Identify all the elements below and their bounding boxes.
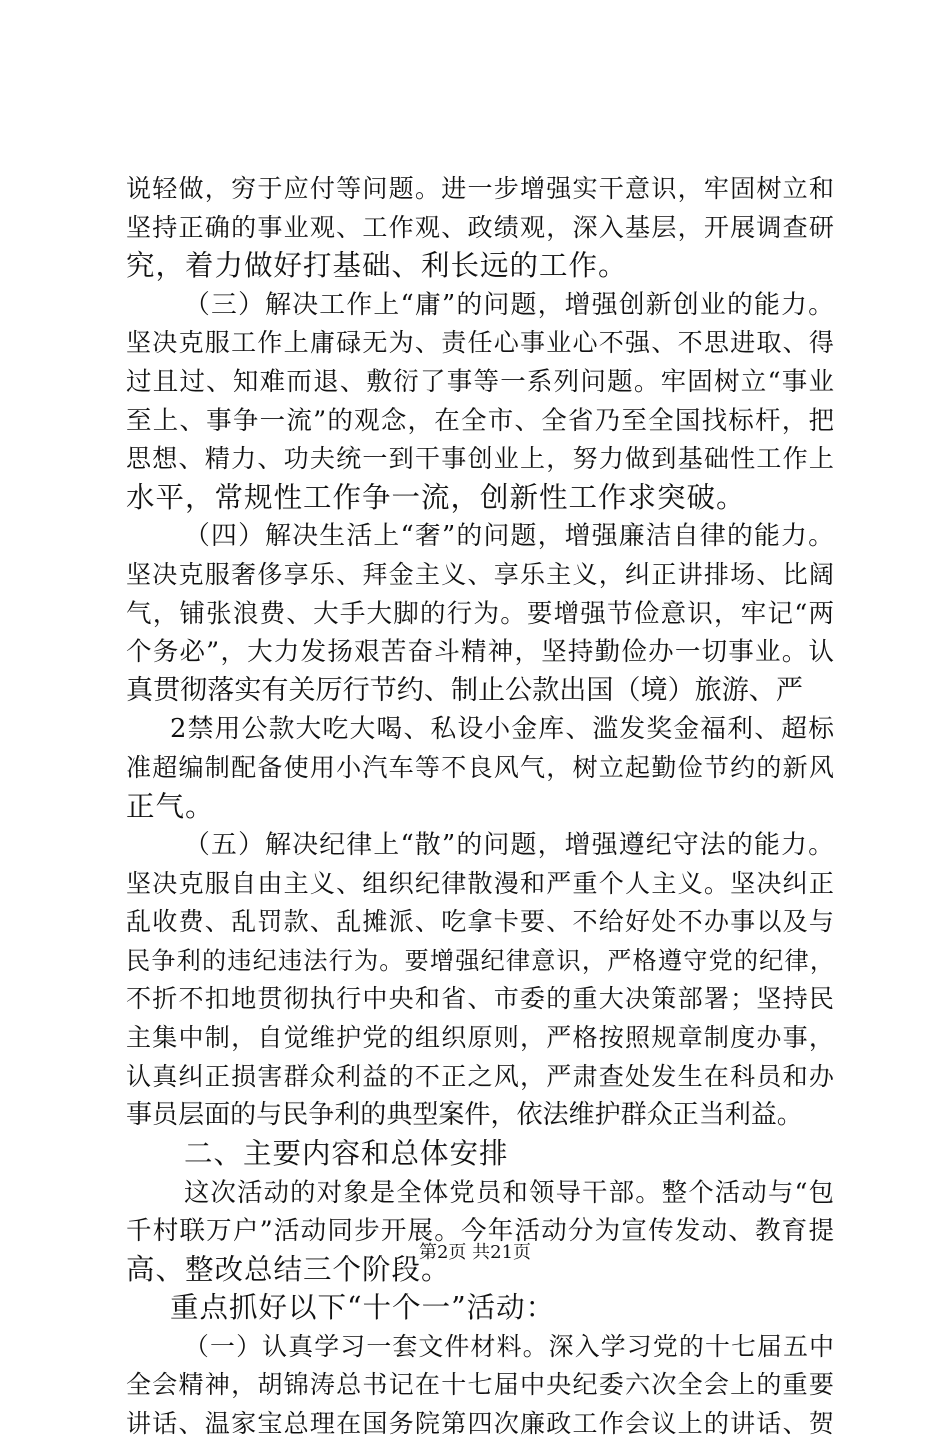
text-line: 水平，常规性工作争一流，创新性工作求突破。	[126, 480, 746, 514]
text-line: 准超编制配备使用小汽车等不良风气，树立起勤俭节约的新风	[126, 752, 834, 782]
text-line: 究，着力做好打基础、利长远的工作。	[126, 249, 628, 283]
text-line: 说轻做，穷于应付等问题。进一步增强实干意识，牢固树立和	[126, 174, 834, 203]
text-line: 高、整改总结三个阶段。	[126, 1252, 451, 1286]
text-line: 千村联万户”活动同步开展。今年活动分为宣传发动、教育提	[126, 1216, 834, 1247]
text-line: 2禁用公款大吃大喝、私设小金库、滥发奖金福利、超标	[170, 714, 834, 745]
text-line: 民争利的违纪违法行为。要增强纪律意识，严格遵守党的纪律，	[126, 946, 834, 975]
text-line: 全会精神，胡锦涛总书记在十七届中央纪委六次全会上的重要	[126, 1370, 834, 1400]
text-line: 坚持正确的事业观、工作观、政绩观，深入基层，开展调查研	[126, 212, 834, 242]
text-line: 事员层面的与民争利的典型案件，依法维护群众正当利益。	[126, 1100, 803, 1131]
text-line: 过且过、知难而退、敷衍了事等一系列问题。牢固树立“事业	[126, 366, 834, 397]
text-line: 二、主要内容和总体安排	[184, 1136, 509, 1170]
text-line: 这次活动的对象是全体党员和领导干部。整个活动与“包	[184, 1177, 834, 1208]
text-line: 思想、精力、功夫统一到干事创业上，努力做到基础性工作上	[126, 444, 834, 474]
text-line: （五）解决纪律上“散”的问题，增强遵纪守法的能力。	[184, 830, 834, 861]
text-line: 主集中制，自觉维护党的组织原则，严格按照规章制度办事，	[126, 1023, 834, 1053]
text-line: 坚决克服自由主义、组织纪律散漫和严重个人主义。坚决纠正	[126, 868, 834, 898]
text-line: （四）解决生活上“奢”的问题，增强廉洁自律的能力。	[184, 521, 834, 552]
text-line: 认真纠正损害群众利益的不正之风，严肃查处发生在科员和办	[126, 1061, 834, 1091]
text-line: （一）认真学习一套文件材料。深入学习党的十七届五中	[184, 1331, 834, 1361]
text-line: 个务必”，大力发扬艰苦奋斗精神，坚持勤俭办一切事业。认	[126, 637, 834, 668]
text-line: 正气。	[126, 789, 215, 823]
text-line: 坚决克服奢侈享乐、拜金主义、享乐主义，纠正讲排场、比阔	[126, 559, 834, 589]
text-line: 真贯彻落实有关厉行节约、制止公款出国（境）旅游、严	[126, 674, 803, 706]
text-line: 乱收费、乱罚款、乱摊派、吃拿卡要、不给好处不办事以及与	[126, 907, 834, 937]
text-line: 气，铺张浪费、大手大脚的行为。要增强节俭意识，牢记“两	[126, 598, 834, 629]
text-line: 讲话、温家宝总理在国务院第四次廉政工作会议上的讲话、贺	[126, 1409, 834, 1438]
text-line: 坚决克服工作上庸碌无为、责任心事业心不强、不思进取、得	[126, 328, 834, 358]
text-line: 重点抓好以下“十个一”活动：	[170, 1291, 556, 1325]
text-line: （三）解决工作上“庸”的问题，增强创新创业的能力。	[184, 289, 834, 320]
page-footer: 第2页 共21页	[418, 1242, 532, 1263]
text-line: 不折不扣地贯彻执行中央和省、市委的重大决策部署；坚持民	[126, 984, 834, 1014]
text-line: 至上、事争一流”的观念，在全市、全省乃至全国找标杆，把	[126, 405, 834, 436]
